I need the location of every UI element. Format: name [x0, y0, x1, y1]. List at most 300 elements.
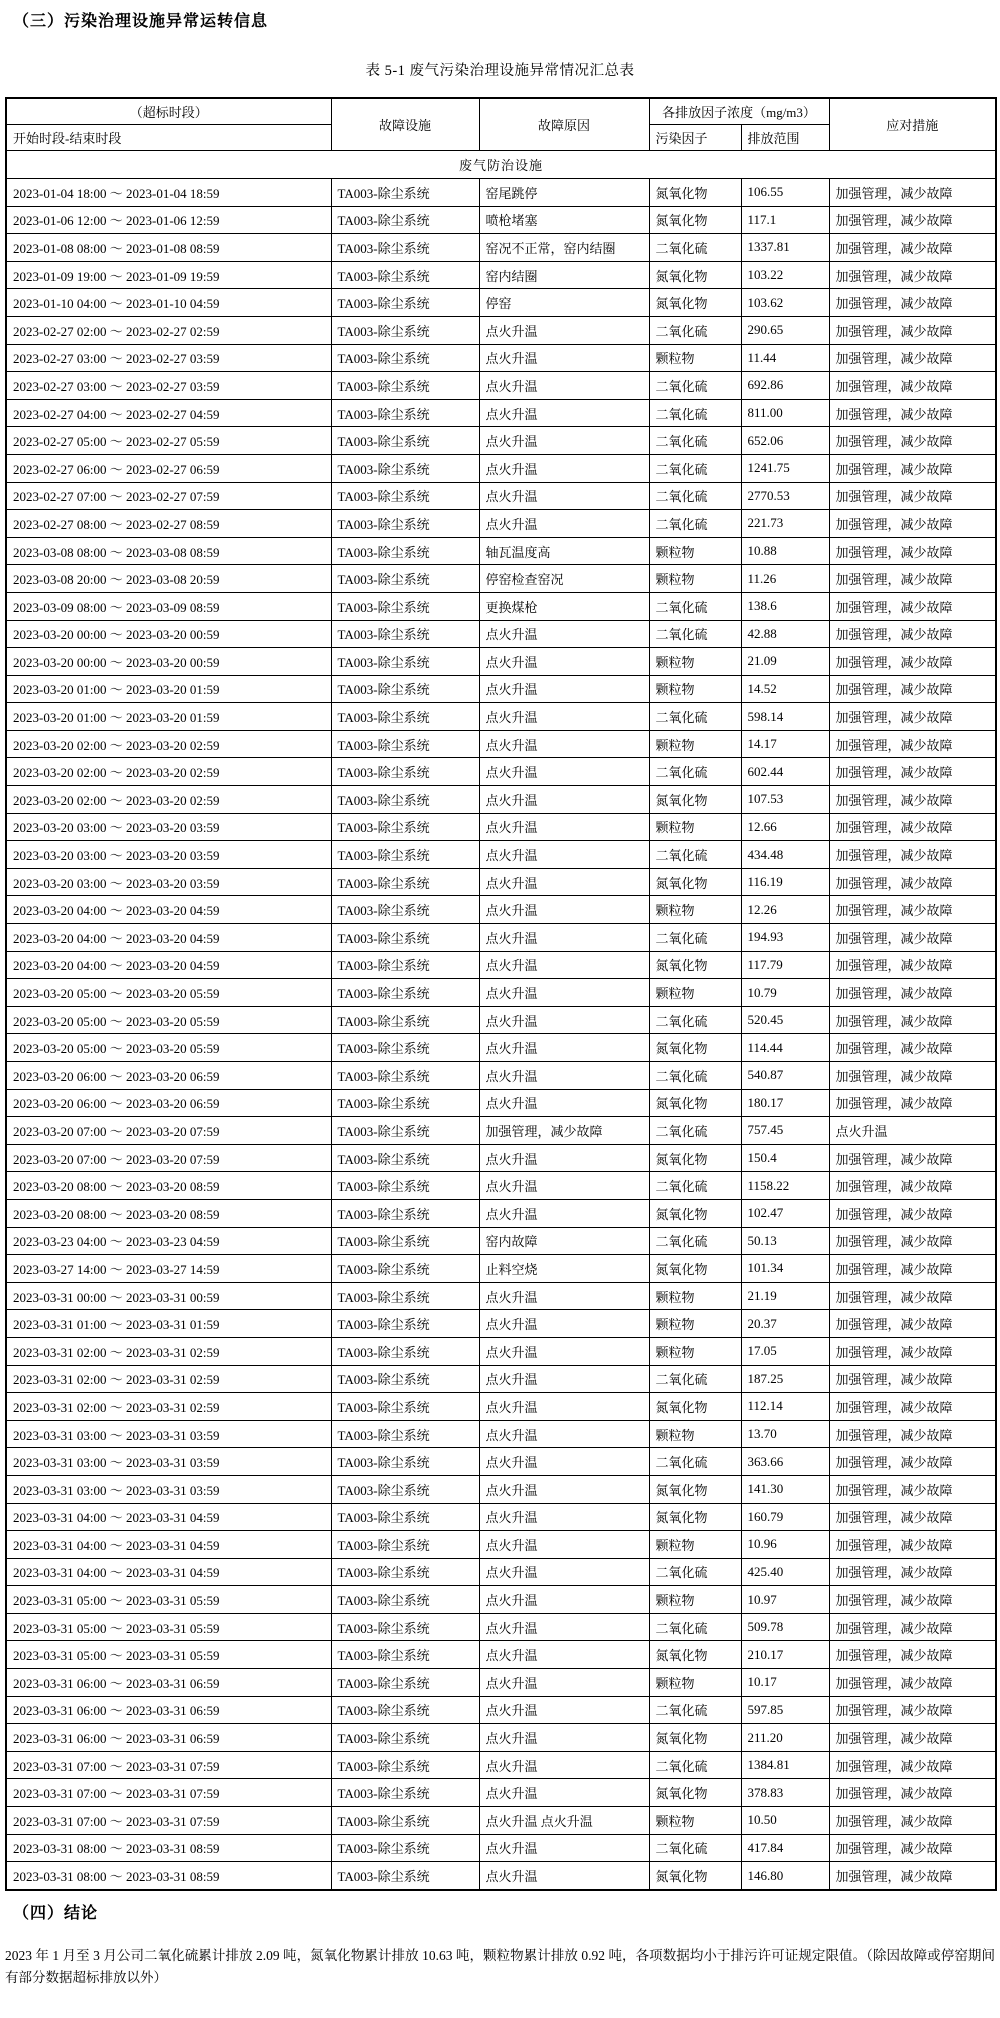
- cell-response-measure: 加强管理，减少故障: [829, 1613, 996, 1641]
- table-row: [6, 1144, 996, 1172]
- cell-fault-facility: TA003-除尘系统: [331, 1862, 479, 1890]
- cell-emission-range: 602.44: [741, 758, 829, 786]
- table-row: [6, 979, 996, 1007]
- cell-response-measure: 加强管理，减少故障: [829, 1586, 996, 1614]
- cell-fault-reason: 点火升温: [479, 786, 649, 814]
- cell-response-measure: 加强管理，减少故障: [829, 1006, 996, 1034]
- cell-time-period: 2023-02-27 04:00 ～ 2023-02-27 04:59: [6, 399, 331, 427]
- section-3-heading: （三）污染治理设施异常运转信息: [13, 13, 269, 30]
- cell-emission-range: 14.52: [741, 675, 829, 703]
- cell-fault-facility: TA003-除尘系统: [331, 730, 479, 758]
- cell-time-period: 2023-03-20 03:00 ～ 2023-03-20 03:59: [6, 841, 331, 869]
- cell-time-period: 2023-03-23 04:00 ～ 2023-03-23 04:59: [6, 1227, 331, 1255]
- cell-response-measure: 加强管理，减少故障: [829, 703, 996, 731]
- cell-time-period: 2023-03-31 07:00 ～ 2023-03-31 07:59: [6, 1807, 331, 1835]
- cell-fault-facility: TA003-除尘系统: [331, 1807, 479, 1835]
- cell-emission-range: 42.88: [741, 620, 829, 648]
- cell-emission-range: 106.55: [741, 179, 829, 207]
- cell-fault-facility: TA003-除尘系统: [331, 1420, 479, 1448]
- cell-pollutant-factor: 二氧化硫: [649, 592, 741, 620]
- cell-pollutant-factor: 氮氧化物: [649, 1199, 741, 1227]
- cell-time-period: 2023-03-31 07:00 ～ 2023-03-31 07:59: [6, 1779, 331, 1807]
- cell-response-measure: 加强管理，减少故障: [829, 1282, 996, 1310]
- table-row: [6, 786, 996, 814]
- cell-pollutant-factor: 氮氧化物: [649, 1779, 741, 1807]
- cell-fault-reason: 窑内故障: [479, 1227, 649, 1255]
- cell-response-measure: 点火升温: [829, 1117, 996, 1145]
- cell-time-period: 2023-03-31 06:00 ～ 2023-03-31 06:59: [6, 1696, 331, 1724]
- cell-response-measure: 加强管理，减少故障: [829, 896, 996, 924]
- table-row: [6, 1751, 996, 1779]
- cell-fault-facility: TA003-除尘系统: [331, 1006, 479, 1034]
- cell-time-period: 2023-01-08 08:00 ～ 2023-01-08 08:59: [6, 234, 331, 262]
- table-row: [6, 1227, 996, 1255]
- cell-fault-facility: TA003-除尘系统: [331, 703, 479, 731]
- cell-pollutant-factor: 二氧化硫: [649, 454, 741, 482]
- table-row: [6, 841, 996, 869]
- table-row: [6, 482, 996, 510]
- cell-time-period: 2023-02-27 05:00 ～ 2023-02-27 05:59: [6, 427, 331, 455]
- cell-pollutant-factor: 颗粒物: [649, 1420, 741, 1448]
- cell-time-period: 2023-03-08 08:00 ～ 2023-03-08 08:59: [6, 537, 331, 565]
- cell-pollutant-factor: 颗粒物: [649, 1807, 741, 1835]
- cell-emission-range: 2770.53: [741, 482, 829, 510]
- cell-response-measure: 加强管理，减少故障: [829, 868, 996, 896]
- cell-time-period: 2023-03-31 02:00 ～ 2023-03-31 02:59: [6, 1365, 331, 1393]
- cell-time-period: 2023-03-31 06:00 ～ 2023-03-31 06:59: [6, 1724, 331, 1752]
- cell-fault-reason: 点火升温: [479, 924, 649, 952]
- header-fault-facility: 故障设施: [331, 98, 479, 151]
- cell-fault-reason: 点火升温: [479, 1199, 649, 1227]
- cell-pollutant-factor: 氮氧化物: [649, 206, 741, 234]
- cell-fault-reason: 点火升温: [479, 372, 649, 400]
- cell-emission-range: 117.79: [741, 951, 829, 979]
- cell-emission-range: 13.70: [741, 1420, 829, 1448]
- cell-pollutant-factor: 颗粒物: [649, 730, 741, 758]
- cell-response-measure: 加强管理，减少故障: [829, 1834, 996, 1862]
- cell-fault-reason: 点火升温: [479, 1503, 649, 1531]
- cell-time-period: 2023-02-27 02:00 ～ 2023-02-27 02:59: [6, 316, 331, 344]
- cell-response-measure: 加强管理，减少故障: [829, 648, 996, 676]
- table-row: [6, 951, 996, 979]
- cell-response-measure: 加强管理，减少故障: [829, 206, 996, 234]
- cell-response-measure: 加强管理，减少故障: [829, 1641, 996, 1669]
- cell-emission-range: 150.4: [741, 1144, 829, 1172]
- cell-pollutant-factor: 颗粒物: [649, 565, 741, 593]
- cell-emission-range: 11.26: [741, 565, 829, 593]
- cell-emission-range: 20.37: [741, 1310, 829, 1338]
- cell-pollutant-factor: 氮氧化物: [649, 289, 741, 317]
- cell-emission-range: 10.79: [741, 979, 829, 1007]
- cell-fault-facility: TA003-除尘系统: [331, 868, 479, 896]
- header-start-end-period: 开始时段-结束时段: [6, 125, 331, 151]
- table-row: [6, 1034, 996, 1062]
- cell-emission-range: 1241.75: [741, 454, 829, 482]
- table-row: [6, 1420, 996, 1448]
- header-fault-reason: 故障原因: [479, 98, 649, 151]
- cell-fault-reason: 点火升温: [479, 1089, 649, 1117]
- table-row: [6, 1724, 996, 1752]
- cell-pollutant-factor: 二氧化硫: [649, 1227, 741, 1255]
- cell-pollutant-factor: 颗粒物: [649, 1586, 741, 1614]
- cell-response-measure: 加强管理，减少故障: [829, 1255, 996, 1283]
- table-row: [6, 1807, 996, 1835]
- cell-pollutant-factor: 二氧化硫: [649, 1834, 741, 1862]
- table-row: [6, 316, 996, 344]
- table-row: [6, 675, 996, 703]
- cell-emission-range: 180.17: [741, 1089, 829, 1117]
- cell-emission-range: 10.88: [741, 537, 829, 565]
- cell-fault-reason: 点火升温: [479, 730, 649, 758]
- cell-fault-facility: TA003-除尘系统: [331, 1227, 479, 1255]
- cell-pollutant-factor: 氮氧化物: [649, 1393, 741, 1421]
- cell-response-measure: 加强管理，减少故障: [829, 316, 996, 344]
- cell-fault-facility: TA003-除尘系统: [331, 454, 479, 482]
- cell-emission-range: 160.79: [741, 1503, 829, 1531]
- cell-pollutant-factor: 颗粒物: [649, 1310, 741, 1338]
- cell-fault-facility: TA003-除尘系统: [331, 537, 479, 565]
- cell-emission-range: 12.26: [741, 896, 829, 924]
- cell-response-measure: 加强管理，减少故障: [829, 786, 996, 814]
- table-row: [6, 1282, 996, 1310]
- cell-fault-reason: 点火升温: [479, 427, 649, 455]
- cell-time-period: 2023-03-31 03:00 ～ 2023-03-31 03:59: [6, 1448, 331, 1476]
- cell-time-period: 2023-03-31 02:00 ～ 2023-03-31 02:59: [6, 1393, 331, 1421]
- cell-fault-facility: TA003-除尘系统: [331, 1310, 479, 1338]
- cell-fault-reason: 点火升温: [479, 1172, 649, 1200]
- cell-fault-facility: TA003-除尘系统: [331, 1448, 479, 1476]
- cell-pollutant-factor: 二氧化硫: [649, 1117, 741, 1145]
- cell-fault-facility: TA003-除尘系统: [331, 1089, 479, 1117]
- cell-fault-facility: TA003-除尘系统: [331, 1062, 479, 1090]
- cell-emission-range: 146.80: [741, 1862, 829, 1890]
- cell-fault-reason: 点火升温: [479, 868, 649, 896]
- cell-response-measure: 加强管理，减少故障: [829, 1669, 996, 1697]
- table-row: [6, 1613, 996, 1641]
- cell-time-period: 2023-01-06 12:00 ～ 2023-01-06 12:59: [6, 206, 331, 234]
- cell-pollutant-factor: 二氧化硫: [649, 1172, 741, 1200]
- cell-time-period: 2023-03-20 06:00 ～ 2023-03-20 06:59: [6, 1089, 331, 1117]
- cell-time-period: 2023-03-20 05:00 ～ 2023-03-20 05:59: [6, 979, 331, 1007]
- cell-response-measure: 加强管理，减少故障: [829, 1144, 996, 1172]
- table-row: [6, 730, 996, 758]
- cell-fault-reason: 点火升温: [479, 1724, 649, 1752]
- cell-fault-facility: TA003-除尘系统: [331, 841, 479, 869]
- cell-response-measure: 加强管理，减少故障: [829, 1393, 996, 1421]
- cell-fault-facility: TA003-除尘系统: [331, 648, 479, 676]
- cell-time-period: 2023-03-31 02:00 ～ 2023-03-31 02:59: [6, 1337, 331, 1365]
- cell-fault-facility: TA003-除尘系统: [331, 1834, 479, 1862]
- cell-pollutant-factor: 二氧化硫: [649, 1613, 741, 1641]
- cell-emission-range: 102.47: [741, 1199, 829, 1227]
- cell-pollutant-factor: 二氧化硫: [649, 1448, 741, 1476]
- cell-emission-range: 210.17: [741, 1641, 829, 1669]
- cell-emission-range: 417.84: [741, 1834, 829, 1862]
- cell-fault-reason: 点火升温: [479, 1310, 649, 1338]
- cell-emission-range: 107.53: [741, 786, 829, 814]
- cell-emission-range: 112.14: [741, 1393, 829, 1421]
- cell-fault-facility: TA003-除尘系统: [331, 1669, 479, 1697]
- table-row: [6, 1337, 996, 1365]
- cell-response-measure: 加强管理，减少故障: [829, 1337, 996, 1365]
- table-row: [6, 261, 996, 289]
- table-row: [6, 399, 996, 427]
- cell-response-measure: 加强管理，减少故障: [829, 537, 996, 565]
- header-pollutant-factor: 污染因子: [649, 125, 741, 151]
- cell-fault-reason: 停窑: [479, 289, 649, 317]
- cell-time-period: 2023-03-20 00:00 ～ 2023-03-20 00:59: [6, 648, 331, 676]
- cell-emission-range: 1384.81: [741, 1751, 829, 1779]
- cell-fault-facility: TA003-除尘系统: [331, 786, 479, 814]
- cell-fault-facility: TA003-除尘系统: [331, 979, 479, 1007]
- cell-time-period: 2023-03-31 05:00 ～ 2023-03-31 05:59: [6, 1613, 331, 1641]
- cell-emission-range: 10.50: [741, 1807, 829, 1835]
- cell-emission-range: 1158.22: [741, 1172, 829, 1200]
- cell-fault-reason: 点火升温: [479, 1337, 649, 1365]
- table-row: [6, 703, 996, 731]
- cell-pollutant-factor: 颗粒物: [649, 537, 741, 565]
- cell-response-measure: 加强管理，减少故障: [829, 565, 996, 593]
- cell-time-period: 2023-03-31 08:00 ～ 2023-03-31 08:59: [6, 1862, 331, 1890]
- cell-emission-range: 12.66: [741, 813, 829, 841]
- cell-pollutant-factor: 二氧化硫: [649, 316, 741, 344]
- cell-response-measure: 加强管理，减少故障: [829, 675, 996, 703]
- cell-emission-range: 21.19: [741, 1282, 829, 1310]
- cell-fault-facility: TA003-除尘系统: [331, 758, 479, 786]
- cell-emission-range: 14.17: [741, 730, 829, 758]
- table-row: [6, 206, 996, 234]
- cell-time-period: 2023-03-31 04:00 ～ 2023-03-31 04:59: [6, 1558, 331, 1586]
- cell-fault-facility: TA003-除尘系统: [331, 372, 479, 400]
- cell-fault-facility: TA003-除尘系统: [331, 813, 479, 841]
- cell-response-measure: 加强管理，减少故障: [829, 1062, 996, 1090]
- cell-fault-reason: 点火升温: [479, 813, 649, 841]
- cell-time-period: 2023-03-20 08:00 ～ 2023-03-20 08:59: [6, 1172, 331, 1200]
- cell-response-measure: 加强管理，减少故障: [829, 1310, 996, 1338]
- cell-response-measure: 加强管理，减少故障: [829, 620, 996, 648]
- cell-pollutant-factor: 氮氧化物: [649, 261, 741, 289]
- table-row: [6, 1255, 996, 1283]
- cell-time-period: 2023-02-27 08:00 ～ 2023-02-27 08:59: [6, 510, 331, 538]
- table-row: [6, 1393, 996, 1421]
- table-row: [6, 592, 996, 620]
- table-row: [6, 1172, 996, 1200]
- table-row: [6, 758, 996, 786]
- cell-fault-reason: 点火升温: [479, 951, 649, 979]
- table-row: [6, 648, 996, 676]
- cell-fault-reason: 停窑检查窑况: [479, 565, 649, 593]
- cell-emission-range: 138.6: [741, 592, 829, 620]
- cell-response-measure: 加强管理，减少故障: [829, 427, 996, 455]
- cell-fault-reason: 点火升温: [479, 1448, 649, 1476]
- cell-emission-range: 652.06: [741, 427, 829, 455]
- cell-response-measure: 加强管理，减少故障: [829, 1034, 996, 1062]
- cell-time-period: 2023-03-31 01:00 ～ 2023-03-31 01:59: [6, 1310, 331, 1338]
- cell-fault-facility: TA003-除尘系统: [331, 1751, 479, 1779]
- cell-fault-reason: 点火升温: [479, 1393, 649, 1421]
- cell-fault-reason: 轴瓦温度高: [479, 537, 649, 565]
- cell-fault-facility: TA003-除尘系统: [331, 1255, 479, 1283]
- cell-pollutant-factor: 二氧化硫: [649, 703, 741, 731]
- cell-pollutant-factor: 二氧化硫: [649, 924, 741, 952]
- cell-response-measure: 加强管理，减少故障: [829, 179, 996, 207]
- header-row-top: [6, 98, 996, 125]
- cell-time-period: 2023-03-20 05:00 ～ 2023-03-20 05:59: [6, 1006, 331, 1034]
- cell-fault-reason: 点火升温: [479, 1751, 649, 1779]
- table-row: [6, 1117, 996, 1145]
- cell-time-period: 2023-03-20 07:00 ～ 2023-03-20 07:59: [6, 1144, 331, 1172]
- cell-time-period: 2023-03-20 05:00 ～ 2023-03-20 05:59: [6, 1034, 331, 1062]
- cell-emission-range: 811.00: [741, 399, 829, 427]
- cell-fault-reason: 点火升温: [479, 1834, 649, 1862]
- cell-time-period: 2023-01-04 18:00 ～ 2023-01-04 18:59: [6, 179, 331, 207]
- cell-pollutant-factor: 氮氧化物: [649, 868, 741, 896]
- cell-time-period: 2023-02-27 06:00 ～ 2023-02-27 06:59: [6, 454, 331, 482]
- cell-time-period: 2023-03-31 04:00 ～ 2023-03-31 04:59: [6, 1503, 331, 1531]
- table-row: [6, 896, 996, 924]
- cell-pollutant-factor: 氮氧化物: [649, 786, 741, 814]
- cell-fault-facility: TA003-除尘系统: [331, 1724, 479, 1752]
- cell-response-measure: 加强管理，减少故障: [829, 730, 996, 758]
- cell-fault-reason: 点火升温: [479, 1144, 649, 1172]
- table-row: [6, 372, 996, 400]
- cell-fault-facility: TA003-除尘系统: [331, 1779, 479, 1807]
- section-4-heading: （四）结论: [13, 1904, 99, 1922]
- table-row: [6, 1448, 996, 1476]
- cell-response-measure: 加强管理，减少故障: [829, 1696, 996, 1724]
- cell-pollutant-factor: 二氧化硫: [649, 234, 741, 262]
- cell-fault-facility: TA003-除尘系统: [331, 179, 479, 207]
- cell-response-measure: 加强管理，减少故障: [829, 1172, 996, 1200]
- cell-pollutant-factor: 氮氧化物: [649, 1503, 741, 1531]
- cell-time-period: 2023-03-20 07:00 ～ 2023-03-20 07:59: [6, 1117, 331, 1145]
- cell-time-period: 2023-03-31 05:00 ～ 2023-03-31 05:59: [6, 1586, 331, 1614]
- cell-emission-range: 221.73: [741, 510, 829, 538]
- cell-emission-range: 117.1: [741, 206, 829, 234]
- cell-fault-reason: 点火升温: [479, 703, 649, 731]
- cell-emission-range: 540.87: [741, 1062, 829, 1090]
- cell-pollutant-factor: 颗粒物: [649, 896, 741, 924]
- cell-fault-facility: TA003-除尘系统: [331, 675, 479, 703]
- cell-response-measure: 加强管理，减少故障: [829, 592, 996, 620]
- cell-fault-reason: 点火升温: [479, 1062, 649, 1090]
- cell-time-period: 2023-03-20 01:00 ～ 2023-03-20 01:59: [6, 675, 331, 703]
- cell-fault-facility: TA003-除尘系统: [331, 234, 479, 262]
- cell-emission-range: 17.05: [741, 1337, 829, 1365]
- cell-pollutant-factor: 二氧化硫: [649, 841, 741, 869]
- cell-fault-facility: TA003-除尘系统: [331, 427, 479, 455]
- cell-response-measure: 加强管理，减少故障: [829, 1227, 996, 1255]
- cell-emission-range: 194.93: [741, 924, 829, 952]
- cell-pollutant-factor: 氮氧化物: [649, 1641, 741, 1669]
- cell-time-period: 2023-03-31 03:00 ～ 2023-03-31 03:59: [6, 1475, 331, 1503]
- cell-time-period: 2023-03-31 05:00 ～ 2023-03-31 05:59: [6, 1641, 331, 1669]
- cell-time-period: 2023-03-31 08:00 ～ 2023-03-31 08:59: [6, 1834, 331, 1862]
- cell-fault-reason: 点火升温: [479, 1034, 649, 1062]
- cell-time-period: 2023-01-10 04:00 ～ 2023-01-10 04:59: [6, 289, 331, 317]
- cell-emission-range: 434.48: [741, 841, 829, 869]
- table-row: [6, 1310, 996, 1338]
- cell-fault-reason: 点火升温: [479, 1475, 649, 1503]
- table-row: [6, 1641, 996, 1669]
- cell-fault-facility: TA003-除尘系统: [331, 1282, 479, 1310]
- table-body: [6, 151, 996, 1890]
- cell-time-period: 2023-02-27 03:00 ～ 2023-02-27 03:59: [6, 344, 331, 372]
- cell-pollutant-factor: 二氧化硫: [649, 1006, 741, 1034]
- table-row: [6, 1475, 996, 1503]
- table-row: [6, 1779, 996, 1807]
- cell-response-measure: 加强管理，减少故障: [829, 1531, 996, 1559]
- cell-fault-facility: TA003-除尘系统: [331, 206, 479, 234]
- cell-pollutant-factor: 颗粒物: [649, 1337, 741, 1365]
- cell-pollutant-factor: 颗粒物: [649, 979, 741, 1007]
- cell-emission-range: 378.83: [741, 1779, 829, 1807]
- cell-fault-reason: 止料空烧: [479, 1255, 649, 1283]
- cell-fault-reason: 点火升温: [479, 1641, 649, 1669]
- table-header: [6, 98, 996, 151]
- cell-emission-range: 597.85: [741, 1696, 829, 1724]
- cell-fault-reason: 点火升温 点火升温: [479, 1807, 649, 1835]
- cell-emission-range: 21.09: [741, 648, 829, 676]
- cell-response-measure: 加强管理，减少故障: [829, 399, 996, 427]
- cell-fault-facility: TA003-除尘系统: [331, 399, 479, 427]
- cell-fault-reason: 点火升温: [479, 1282, 649, 1310]
- cell-pollutant-factor: 颗粒物: [649, 344, 741, 372]
- cell-pollutant-factor: 氮氧化物: [649, 1255, 741, 1283]
- cell-time-period: 2023-03-20 03:00 ～ 2023-03-20 03:59: [6, 813, 331, 841]
- cell-response-measure: 加强管理，减少故障: [829, 758, 996, 786]
- cell-time-period: 2023-03-31 03:00 ～ 2023-03-31 03:59: [6, 1420, 331, 1448]
- cell-fault-reason: 点火升温: [479, 510, 649, 538]
- cell-time-period: 2023-03-31 00:00 ～ 2023-03-31 00:59: [6, 1282, 331, 1310]
- cell-time-period: 2023-01-09 19:00 ～ 2023-01-09 19:59: [6, 261, 331, 289]
- cell-response-measure: 加强管理，减少故障: [829, 454, 996, 482]
- cell-response-measure: 加强管理，减少故障: [829, 1779, 996, 1807]
- table-row: [6, 1834, 996, 1862]
- cell-fault-facility: TA003-除尘系统: [331, 1172, 479, 1200]
- cell-response-measure: 加强管理，减少故障: [829, 1503, 996, 1531]
- cell-fault-facility: TA003-除尘系统: [331, 896, 479, 924]
- table-row: [6, 1531, 996, 1559]
- cell-fault-reason: 点火升温: [479, 1420, 649, 1448]
- cell-fault-reason: 点火升温: [479, 1862, 649, 1890]
- cell-time-period: 2023-03-31 07:00 ～ 2023-03-31 07:59: [6, 1751, 331, 1779]
- table-row: [6, 1365, 996, 1393]
- cell-pollutant-factor: 二氧化硫: [649, 1558, 741, 1586]
- cell-response-measure: 加强管理，减少故障: [829, 1365, 996, 1393]
- table-row: [6, 427, 996, 455]
- cell-fault-reason: 点火升温: [479, 1696, 649, 1724]
- cell-time-period: 2023-03-31 04:00 ～ 2023-03-31 04:59: [6, 1531, 331, 1559]
- cell-fault-reason: 点火升温: [479, 979, 649, 1007]
- table-row: [6, 1558, 996, 1586]
- cell-fault-facility: TA003-除尘系统: [331, 1117, 479, 1145]
- cell-time-period: 2023-03-31 06:00 ～ 2023-03-31 06:59: [6, 1669, 331, 1697]
- cell-time-period: 2023-03-20 03:00 ～ 2023-03-20 03:59: [6, 868, 331, 896]
- cell-response-measure: 加强管理，减少故障: [829, 979, 996, 1007]
- cell-response-measure: 加强管理，减少故障: [829, 510, 996, 538]
- cell-response-measure: 加强管理，减少故障: [829, 372, 996, 400]
- cell-emission-range: 10.96: [741, 1531, 829, 1559]
- cell-fault-facility: TA003-除尘系统: [331, 1393, 479, 1421]
- cell-response-measure: 加强管理，减少故障: [829, 1089, 996, 1117]
- cell-fault-facility: TA003-除尘系统: [331, 592, 479, 620]
- cell-time-period: 2023-03-20 04:00 ～ 2023-03-20 04:59: [6, 924, 331, 952]
- cell-pollutant-factor: 氮氧化物: [649, 951, 741, 979]
- table-row: [6, 289, 996, 317]
- cell-fault-facility: TA003-除尘系统: [331, 1503, 479, 1531]
- cell-fault-reason: 窑尾跳停: [479, 179, 649, 207]
